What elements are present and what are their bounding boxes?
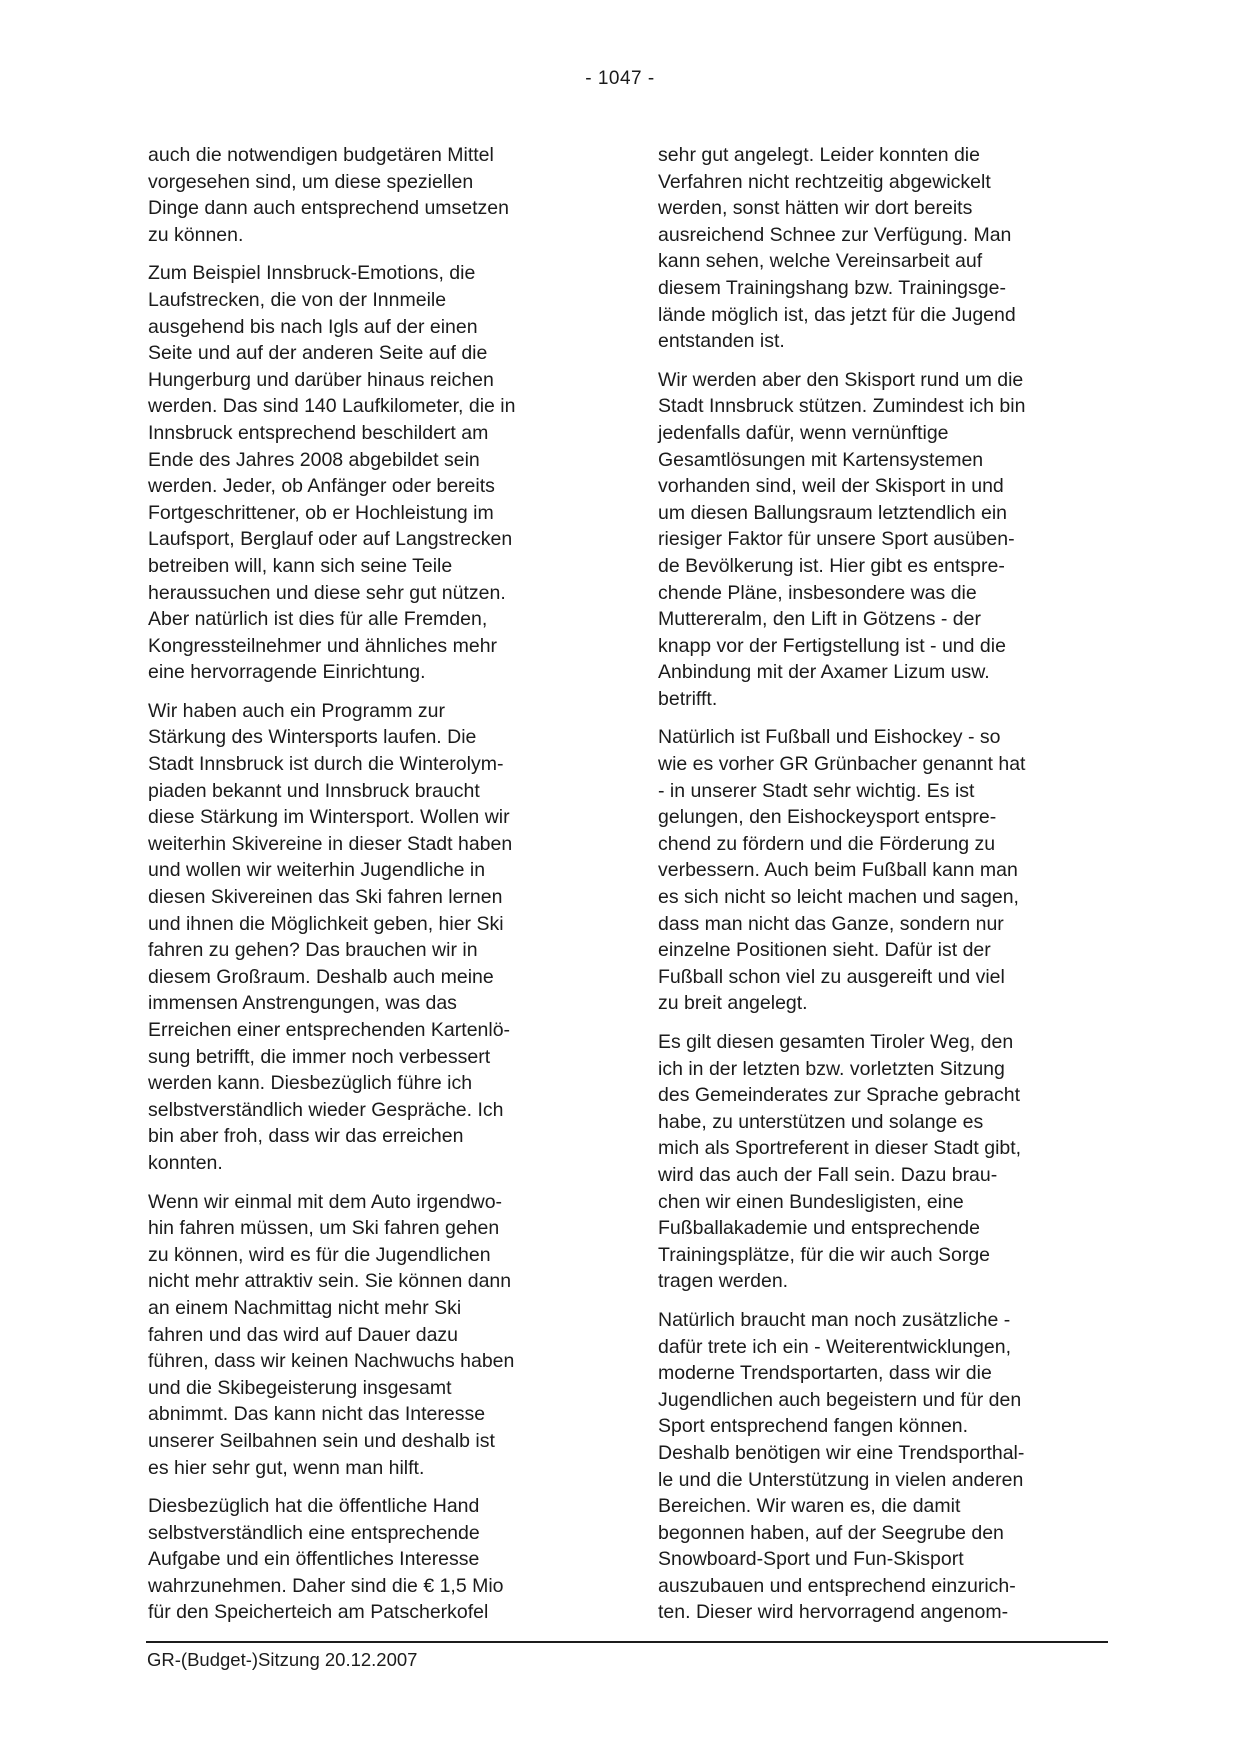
text-line: knapp vor der Fertigstellung ist - und die xyxy=(658,634,1006,657)
text-line: Muttereralm, den Lift in Götzens - der xyxy=(658,608,981,631)
text-line: - in unserer Stadt sehr wichtig. Es ist xyxy=(658,779,975,802)
footer-divider xyxy=(146,1641,1108,1643)
text-line: mich als Sportreferent in dieser Stadt gibt, xyxy=(658,1137,1022,1160)
text-line: dafür trete ich ein - Weiterentwicklungen, xyxy=(658,1335,1011,1358)
text-line: selbstverständlich eine entsprechende xyxy=(148,1521,480,1544)
footer-text: GR-(Budget-)Sitzung 20.12.2007 xyxy=(147,1649,418,1670)
paragraph xyxy=(658,1029,1118,1295)
text-line: werden. Jeder, ob Anfänger oder bereits xyxy=(148,475,495,498)
text-line: einzelne Positionen sieht. Dafür ist der xyxy=(658,939,991,962)
text-line: Anbindung mit der Axamer Lizum usw. xyxy=(658,661,990,684)
text-line: le und die Unterstützung in vielen anderen xyxy=(658,1468,1024,1491)
text-line: tragen werden. xyxy=(658,1270,789,1293)
text-line: begonnen haben, auf der Seegrube den xyxy=(658,1521,1004,1544)
text-line: Wir haben auch ein Programm zur xyxy=(148,699,445,722)
text-line: auch die notwendigen budgetären Mittel xyxy=(148,144,494,166)
text-line: gelungen, den Eishockeysport entspre- xyxy=(658,806,997,829)
text-line: chende Pläne, insbesondere was die xyxy=(658,581,977,604)
text-line: weiterhin Skivereine in dieser Stadt haben xyxy=(148,832,513,855)
text-line: diesem Trainingshang bzw. Trainingsge- xyxy=(658,276,1006,299)
right-column xyxy=(658,142,1118,1638)
text-line: vorhanden sind, weil der Skisport in und xyxy=(658,475,1004,498)
text-line: de Bevölkerung ist. Hier gibt es entspre- xyxy=(658,554,1005,577)
text-line: Aber natürlich ist dies für alle Fremden, xyxy=(148,608,488,631)
text-line: Laufstrecken, die von der Innmeile xyxy=(148,288,447,311)
text-line: und wollen wir weiterhin Jugendliche in xyxy=(148,859,486,882)
text-line: Kongressteilnehmer und ähnliches mehr xyxy=(148,634,498,657)
text-line: moderne Trendsportarten, dass wir die xyxy=(658,1362,992,1385)
paragraph xyxy=(658,142,1118,355)
text-line: verbessern. Auch beim Fußball kann man xyxy=(658,859,1018,882)
left-column xyxy=(148,142,598,1638)
text-line: jedenfalls dafür, wenn vernünftige xyxy=(658,421,949,444)
text-line: Snowboard-Sport und Fun-Skisport xyxy=(658,1548,964,1571)
paragraph xyxy=(658,1307,1118,1626)
text-line: Stadt Innsbruck ist durch die Winterolym- xyxy=(148,753,504,776)
text-line: vorgesehen sind, um diese speziellen xyxy=(148,170,474,193)
text-line: Sport entsprechend fangen können. xyxy=(658,1415,969,1438)
text-line: fahren und das wird auf Dauer dazu xyxy=(148,1323,459,1346)
text-line: ten. Dieser wird hervorragend angenom- xyxy=(658,1601,1009,1624)
text-line: Wenn wir einmal mit dem Auto irgendwo- xyxy=(148,1190,503,1213)
paragraph xyxy=(658,367,1118,713)
text-line: zu können, wird es für die Jugendlichen xyxy=(148,1243,491,1266)
text-line: hin fahren müssen, um Ski fahren gehen xyxy=(148,1217,500,1240)
text-line: Ende des Jahres 2008 abgebildet sein xyxy=(148,448,480,471)
paragraph xyxy=(148,1189,598,1482)
page-number: - 1047 - xyxy=(585,68,655,89)
text-line: Zum Beispiel Innsbruck-Emotions, die xyxy=(148,262,476,285)
paragraph xyxy=(148,142,598,248)
text-line: des Gemeinderates zur Sprache gebracht xyxy=(658,1084,1021,1107)
text-line: lände möglich ist, das jetzt für die Jugend xyxy=(658,303,1016,326)
text-line: sehr gut angelegt. Leider konnten die xyxy=(658,144,980,166)
text-line: und die Skibegeisterung insgesamt xyxy=(148,1376,452,1399)
text-line: fahren zu gehen? Das brauchen wir in xyxy=(148,939,478,962)
text-line: nicht mehr attraktiv sein. Sie können dann xyxy=(148,1270,512,1293)
text-line: habe, zu unterstützen und solange es xyxy=(658,1110,984,1133)
text-line: für den Speicherteich am Patscherkofel xyxy=(148,1601,489,1624)
text-line: es sich nicht so leicht machen und sagen, xyxy=(658,886,1019,909)
paragraph xyxy=(148,698,598,1177)
text-line: Innsbruck entsprechend beschildert am xyxy=(148,421,489,444)
text-line: Natürlich braucht man noch zusätzliche - xyxy=(658,1308,1011,1331)
text-line: ich in der letzten bzw. vorletzten Sitzung xyxy=(658,1057,1005,1080)
text-line: wahrzunehmen. Daher sind die € 1,5 Mio xyxy=(148,1574,504,1597)
text-line: immensen Anstrengungen, was das xyxy=(148,992,457,1015)
text-line: an einem Nachmittag nicht mehr Ski xyxy=(148,1296,462,1319)
text-line: sung betrifft, die immer noch verbessert xyxy=(148,1045,491,1068)
text-line: zu breit angelegt. xyxy=(658,992,808,1015)
text-line: Deshalb benötigen wir eine Trendsporthal- xyxy=(658,1441,1025,1464)
text-line: heraussuchen und diese sehr gut nützen. xyxy=(148,581,506,604)
paragraph xyxy=(148,260,598,686)
text-line: riesiger Faktor für unsere Sport ausüben- xyxy=(658,528,1015,551)
text-line: betreiben will, kann sich seine Teile xyxy=(148,554,453,577)
text-line: werden, sonst hätten wir dort bereits xyxy=(658,197,973,220)
text-line: Natürlich ist Fußball und Eishockey - so xyxy=(658,726,1001,749)
text-line: abnimmt. Das kann nicht das Interesse xyxy=(148,1403,486,1426)
text-line: Seite und auf der anderen Seite auf die xyxy=(148,342,488,365)
text-line: ausreichend Schnee zur Verfügung. Man xyxy=(658,223,1012,246)
text-line: chend zu fördern und die Förderung zu xyxy=(658,832,996,855)
text-line: Laufsport, Berglauf oder auf Langstrecken xyxy=(148,528,513,551)
paragraph xyxy=(658,724,1118,1017)
text-line: Es gilt diesen gesamten Tiroler Weg, den xyxy=(658,1031,1014,1053)
text-line: wie es vorher GR Grünbacher genannt hat xyxy=(658,753,1026,776)
text-line: Aufgabe und ein öffentliches Interesse xyxy=(148,1548,480,1571)
text-line: Erreichen einer entsprechenden Kartenlö- xyxy=(148,1019,511,1041)
paragraph xyxy=(148,1493,598,1626)
text-line: diese Stärkung im Wintersport. Wollen wir xyxy=(148,806,510,829)
text-line: Fußball schon viel zu ausgereift und viel xyxy=(658,965,1005,988)
text-line: diesen Skivereinen das Ski fahren lernen xyxy=(148,886,503,909)
text-line: ausgehend bis nach Igls auf der einen xyxy=(148,315,478,338)
text-line: unserer Seilbahnen sein und deshalb ist xyxy=(148,1429,495,1452)
text-line: Dinge dann auch entsprechend umsetzen xyxy=(148,197,509,220)
text-line: chen wir einen Bundesligisten, eine xyxy=(658,1190,964,1213)
text-line: Stadt Innsbruck stützen. Zumindest ich bin xyxy=(658,395,1026,418)
text-line: diesem Großraum. Deshalb auch meine xyxy=(148,965,494,988)
text-line: Trainingsplätze, für die wir auch Sorge xyxy=(658,1243,991,1266)
text-line: betrifft. xyxy=(658,687,718,710)
text-line: piaden bekannt und Innsbruck braucht xyxy=(148,779,480,802)
text-line: auszubauen und entsprechend einzurich- xyxy=(658,1574,1016,1597)
text-line: werden. Das sind 140 Laufkilometer, die in xyxy=(148,395,516,418)
text-line: Diesbezüglich hat die öffentliche Hand xyxy=(148,1495,480,1518)
text-line: es hier sehr gut, wenn man hilft. xyxy=(148,1456,425,1479)
text-line: selbstverständlich wieder Gespräche. Ich xyxy=(148,1098,504,1121)
text-line: und ihnen die Möglichkeit geben, hier Ski xyxy=(148,912,504,935)
text-line: eine hervorragende Einrichtung. xyxy=(148,661,426,684)
text-line: Gesamtlösungen mit Kartensystemen xyxy=(658,448,984,471)
text-line: bin aber froh, dass wir das erreichen xyxy=(148,1125,464,1148)
text-line: Jugendlichen auch begeistern und für den xyxy=(658,1388,1022,1411)
text-line: Bereichen. Wir waren es, die damit xyxy=(658,1495,961,1518)
text-line: Hungerburg und darüber hinaus reichen xyxy=(148,368,494,391)
text-line: Stärkung des Wintersports laufen. Die xyxy=(148,726,477,749)
text-line: um diesen Ballungsraum letztendlich ein xyxy=(658,501,1008,524)
text-line: kann sehen, welche Vereinsarbeit auf xyxy=(658,250,983,273)
text-line: Fußballakademie und entsprechende xyxy=(658,1217,980,1240)
text-line: führen, dass wir keinen Nachwuchs haben xyxy=(148,1350,515,1373)
text-line: Verfahren nicht rechtzeitig abgewickelt xyxy=(658,170,991,193)
text-line: zu können. xyxy=(148,223,244,246)
text-line: Fortgeschrittener, ob er Hochleistung im xyxy=(148,501,494,524)
text-line: werden kann. Diesbezüglich führe ich xyxy=(148,1072,473,1095)
text-line: konnten. xyxy=(148,1151,223,1174)
text-line: wird das auch der Fall sein. Dazu brau- xyxy=(658,1163,998,1186)
text-line: Wir werden aber den Skisport rund um die xyxy=(658,368,1024,391)
text-line: dass man nicht das Ganze, sondern nur xyxy=(658,912,1004,935)
text-line: entstanden ist. xyxy=(658,330,785,353)
